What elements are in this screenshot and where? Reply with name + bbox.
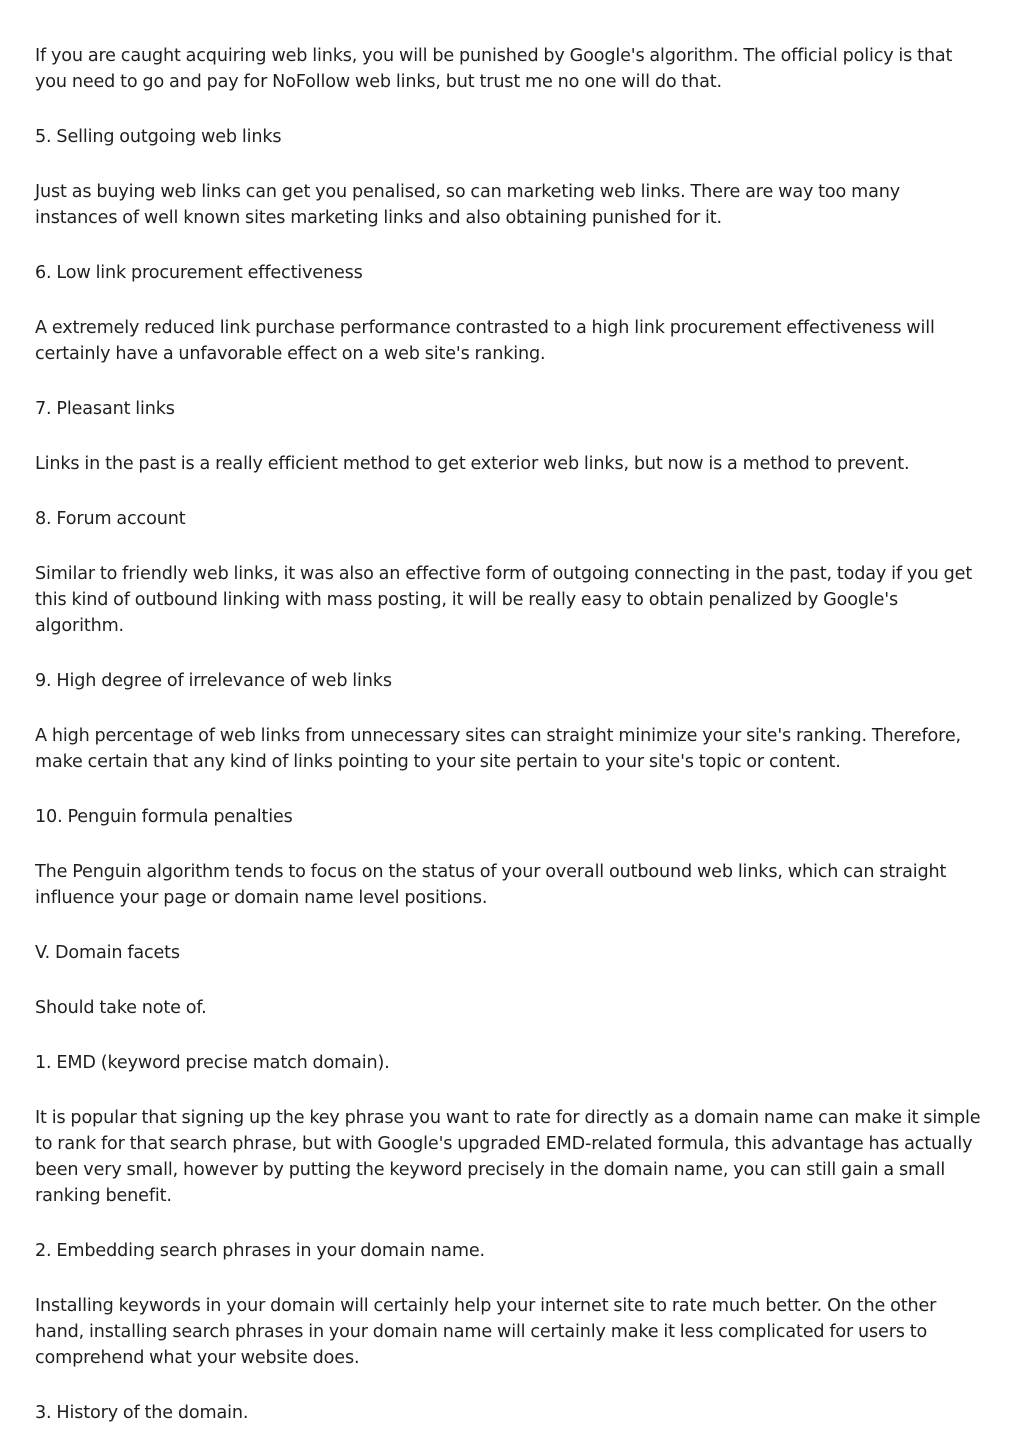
heading-selling-outgoing-links: 5. Selling outgoing web links: [35, 127, 282, 147]
paragraph-emd: It is popular that signing up the key phrase you want to rate for directly as a domain name can make it simple to rank for that search phrase, but with Google's upgraded EMD-related formula, this advantage has actually been very small, however by putting the keyword precisely in the domain name, you can still gain a small ranking benefit.: [35, 1108, 981, 1206]
paragraph-embedding-keywords: Installing keywords in your domain will certainly help your internet site to rate much better. On the other hand, installing search phrases in your domain name will certainly make it less complicated for users to comprehend what your website does.: [35, 1296, 937, 1368]
paragraph-pleasant-links: Links in the past is a really efficient method to get exterior web links, but now is a method to prevent.: [35, 454, 910, 474]
heading-pleasant-links: 7. Pleasant links: [35, 399, 175, 419]
heading-domain-facets: V. Domain facets: [35, 943, 180, 963]
paragraph-selling-links: Just as buying web links can get you penalised, so can marketing web links. There are way too many instances of well known sites marketing links and also obtaining punished for it.: [35, 182, 900, 228]
heading-low-link-procurement: 6. Low link procurement effectiveness: [35, 263, 363, 283]
heading-penguin-penalties: 10. Penguin formula penalties: [35, 807, 293, 827]
heading-domain-history: 3. History of the domain.: [35, 1403, 249, 1423]
paragraph-forum-account: Similar to friendly web links, it was also an effective form of outgoing connecting in the past, today if you get this kind of outbound linking with mass posting, it will be really easy to obtain penalized by Google's algorithm.: [35, 564, 973, 636]
heading-forum-account: 8. Forum account: [35, 509, 186, 529]
paragraph-bought-links-penalty: If you are caught acquiring web links, you will be punished by Google's algorithm. The official policy is that you need to go and pay for NoFollow web links, but trust me no one will do that.: [35, 46, 953, 92]
heading-irrelevant-links: 9. High degree of irrelevance of web links: [35, 671, 392, 691]
paragraph-link-procurement: A extremely reduced link purchase performance contrasted to a high link procurement effectiveness will certainly have a unfavorable effect on a web site's ranking.: [35, 318, 935, 364]
heading-embedding-keywords: 2. Embedding search phrases in your domain name.: [35, 1241, 485, 1261]
heading-emd: 1. EMD (keyword precise match domain).: [35, 1053, 390, 1073]
paragraph-irrelevant-links: A high percentage of web links from unnecessary sites can straight minimize your site's ranking. Therefore, make certain that any kind of links pointing to your site pertain to your site's topic or content.: [35, 726, 961, 772]
paragraph-take-note: Should take note of.: [35, 998, 207, 1018]
paragraph-penguin-penalties: The Penguin algorithm tends to focus on the status of your overall outbound web links, which can straight influence your page or domain name level positions.: [35, 862, 947, 908]
